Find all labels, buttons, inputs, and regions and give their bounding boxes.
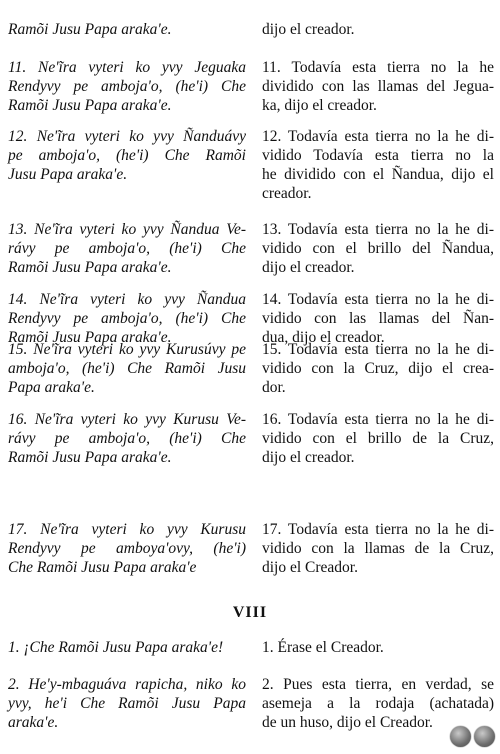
verse-line: asemeja a la rodaja (achatada) (262, 695, 494, 712)
verse-line: 11. Ne'ĩra vyteri ko yvy Jeguaka (8, 59, 246, 76)
verse-line: 13. Todavía esta tierra no la he di- (262, 221, 494, 238)
verse-line: Che Ramõi Jusu Papa araka'e (8, 559, 197, 576)
verse-line: yvy, he'i Che Ramõi Jusu Papa (8, 695, 246, 712)
verse-line: creador. (262, 185, 312, 202)
verse-line: 15. Todavía esta tierra no la he di- (262, 341, 494, 358)
verse-line: vidido con la llamas de la Cruz, (262, 540, 494, 557)
verse-line: 13. Ne'ĩra vyteri ko yvy Ñandua Ve- (8, 221, 246, 238)
spanish-verse (262, 638, 494, 657)
spanish-verse (262, 220, 494, 277)
verse-line: dua, dijo el creador. (262, 329, 385, 346)
verse-line: ka, dijo el creador. (262, 97, 377, 114)
spanish-verse (262, 520, 494, 577)
verse-line: rávy pe amboja'o, (he'i) Che (8, 240, 246, 257)
verse-line: dijo el creador. (262, 449, 355, 466)
section-heading: VIII (232, 604, 268, 621)
spanish-verse (262, 410, 494, 467)
verse-line: 14. Ne'ĩra vyteri ko yvy Ñandua (8, 291, 246, 308)
verse-line: dor. (262, 379, 286, 396)
verse-line: dijo el creador. (262, 259, 355, 276)
verse-line: rávy pe amboja'o, (he'i) Che (8, 430, 246, 447)
verse-line: Rendyvy pe amboya'ovy, (he'i) (8, 540, 246, 557)
verse-line: vidido con el brillo de la Cruz, (262, 430, 494, 447)
verse-line: 1. ¡Che Ramõi Jusu Papa araka'e! (8, 639, 224, 656)
verse-line: vidido con las llamas del Ñan- (262, 310, 494, 327)
verse-line: 14. Todavía esta tierra no la he di- (262, 291, 494, 308)
verse-line: 11. Todavía esta tierra no la he (262, 59, 494, 76)
spanish-verse (262, 340, 494, 397)
verse-line: 17. Ne'ĩra vyteri ko yvy Kurusu (8, 521, 246, 538)
verse-line: dividido con las llamas del Jegua- (262, 78, 494, 95)
verse-line: 17. Todavía esta tierra no la he di- (262, 521, 494, 538)
verse-line: 16. Todavía esta tierra no la he di- (262, 411, 494, 428)
guarani-verse (8, 638, 246, 657)
guarani-verse (8, 520, 246, 577)
spanish-verse (262, 58, 494, 115)
verse-line: Ramõi Jusu Papa araka'e. (8, 21, 172, 38)
guarani-verse (8, 675, 246, 732)
verse-line: Ramõi Jusu Papa araka'e. (8, 259, 172, 276)
verse-line: 16. Ne'ĩra vyteri ko yvy Kurusu Ve- (8, 411, 246, 428)
spanish-verse (262, 127, 494, 203)
guarani-verse (8, 127, 246, 184)
guarani-verse (8, 340, 246, 397)
verse-line: Rendyvy pe amboja'o, (he'i) Che (8, 78, 246, 95)
verse-line: Ramõi Jusu Papa araka'e. (8, 449, 172, 466)
verse-line: 12. Ne'ĩra vyteri ko yvy Ñanduávy (8, 128, 246, 145)
verse-line: vidido con la Cruz, dijo el crea- (262, 360, 494, 377)
guarani-verse (8, 20, 246, 39)
corner-badges (450, 726, 496, 750)
guarani-verse (8, 410, 246, 467)
verse-line: 15. Ne'ĩra vyteri ko yvy Kurusúvy pe (8, 341, 246, 358)
verse-line: 12. Todavía esta tierra no la he di- (262, 128, 494, 145)
verse-line: Papa araka'e. (8, 379, 95, 396)
guarani-verse (8, 58, 246, 115)
verse-line: Jusu Papa araka'e. (8, 166, 128, 183)
verse-line: he dividido con el Ñandua, dijo el (262, 166, 494, 183)
spanish-verse (262, 675, 494, 732)
verse-line: pe amboja'o, (he'i) Che Ramõi (8, 147, 246, 164)
verse-line: Ramõi Jusu Papa araka'e. (8, 97, 172, 114)
badge-icon (450, 726, 471, 747)
verse-line: araka'e. (8, 714, 59, 731)
verse-line: vidido Todavía esta tierra no la (262, 147, 494, 164)
verse-line: dijo el creador. (262, 21, 355, 38)
verse-line: de un huso, dijo el Creador. (262, 714, 433, 731)
guarani-verse (8, 290, 246, 347)
verse-line: vidido con el brillo del Ñandua, (262, 240, 494, 257)
verse-line: Rendyvy pe amboja'o, (he'i) Che (8, 310, 246, 327)
spanish-verse (262, 20, 494, 39)
verse-line: dijo el Creador. (262, 559, 358, 576)
verse-line: 2. Pues esta tierra, en verdad, se (262, 676, 494, 693)
verse-line: 1. Érase el Creador. (262, 639, 384, 656)
spanish-verse (262, 290, 494, 347)
verse-line: 2. He'y-mbaguáva rapicha, niko ko (8, 676, 246, 693)
verse-line: Ramõi Jusu Papa araka'e. (8, 329, 172, 346)
verse-line: amboja'o, (he'i) Che Ramõi Jusu (8, 360, 246, 377)
badge-icon (474, 726, 495, 747)
guarani-verse (8, 220, 246, 277)
